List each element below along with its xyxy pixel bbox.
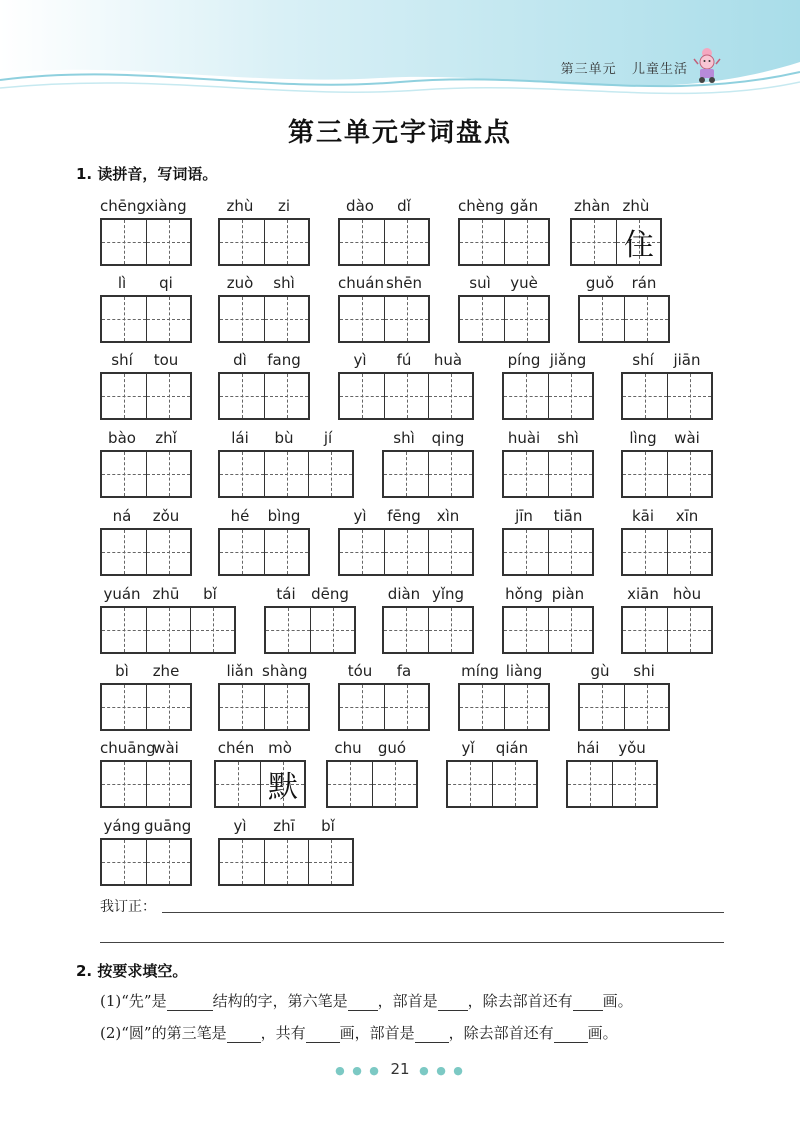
pinyin-syllable: ná xyxy=(112,507,132,525)
pinyin-syllable: jīn xyxy=(515,507,533,525)
character-box[interactable] xyxy=(146,374,190,418)
pinyin-syllable: lì xyxy=(117,274,127,292)
character-boxes xyxy=(578,683,670,731)
page-number: 21 xyxy=(390,1060,410,1078)
pinyin-syllable: jí xyxy=(323,429,333,447)
character-box[interactable] xyxy=(428,452,472,496)
header-unit: 第三单元 xyxy=(560,62,617,77)
character-boxes xyxy=(214,760,306,808)
character-box[interactable] xyxy=(220,220,264,264)
character-box[interactable] xyxy=(448,762,492,806)
character-boxes xyxy=(218,838,354,886)
pinyin-syllable: chuāng xyxy=(100,739,156,757)
character-boxes xyxy=(100,683,192,731)
pinyin-syllable: bǐ xyxy=(321,817,335,835)
character-box[interactable] xyxy=(548,608,592,652)
pinyin-syllable: yì xyxy=(353,507,367,525)
pinyin-syllable: shēn xyxy=(385,274,423,292)
character-box[interactable] xyxy=(146,685,190,729)
character-box[interactable] xyxy=(264,840,308,884)
character-box[interactable] xyxy=(190,608,234,652)
character-box[interactable] xyxy=(616,220,660,264)
character-boxes xyxy=(264,606,356,654)
character-box[interactable] xyxy=(460,297,504,341)
pinyin-syllable: yǐng xyxy=(431,585,465,603)
character-box[interactable] xyxy=(264,685,308,729)
mascot-icon xyxy=(690,44,724,84)
character-box[interactable] xyxy=(568,762,612,806)
character-boxes xyxy=(218,683,310,731)
character-boxes xyxy=(218,372,310,420)
character-box[interactable] xyxy=(623,608,667,652)
pinyin-syllable: guó xyxy=(377,739,407,757)
character-box[interactable] xyxy=(102,685,146,729)
pinyin-syllable: qián xyxy=(495,739,529,757)
pinyin-syllable: suì xyxy=(469,274,491,292)
character-box[interactable] xyxy=(428,608,472,652)
q1-text-5: 画。 xyxy=(602,992,633,1010)
character-box[interactable] xyxy=(264,220,308,264)
q2-blank-radical[interactable] xyxy=(415,1026,449,1043)
character-box[interactable] xyxy=(146,762,190,806)
character-box[interactable] xyxy=(428,374,472,418)
page-footer xyxy=(0,1060,800,1078)
character-box[interactable] xyxy=(340,685,384,729)
q2-text-5: 画。 xyxy=(587,1024,618,1042)
character-box[interactable] xyxy=(504,374,548,418)
q2-blank-total[interactable] xyxy=(306,1026,340,1043)
character-boxes xyxy=(326,760,418,808)
question-2 xyxy=(100,1022,618,1043)
character-box[interactable] xyxy=(260,762,304,806)
pinyin-syllable: zǒu xyxy=(152,507,180,525)
q2-text-3: 画，部首是 xyxy=(339,1024,415,1042)
pinyin-syllable: zhe xyxy=(152,662,180,680)
character-box[interactable] xyxy=(384,297,428,341)
pinyin-syllable: yì xyxy=(233,817,247,835)
page-title: 第三单元字词盘点 xyxy=(287,118,512,148)
character-boxes xyxy=(458,218,550,266)
character-box[interactable] xyxy=(667,608,711,652)
character-boxes xyxy=(621,450,713,498)
pinyin-syllable: fang xyxy=(267,351,301,369)
character-box[interactable] xyxy=(548,530,592,574)
character-box[interactable] xyxy=(624,685,668,729)
q2-blank-stroke[interactable] xyxy=(227,1026,261,1043)
pinyin-syllable: xìn xyxy=(436,507,460,525)
correction-line-2[interactable] xyxy=(100,942,724,943)
pinyin-syllable: míng xyxy=(461,662,499,680)
character-box[interactable] xyxy=(428,530,472,574)
character-box[interactable] xyxy=(340,374,384,418)
pinyin-syllable: gǎn xyxy=(509,197,539,215)
character-box[interactable] xyxy=(220,297,264,341)
character-box[interactable] xyxy=(492,762,536,806)
character-box[interactable] xyxy=(340,297,384,341)
character-box[interactable] xyxy=(102,297,146,341)
pinyin-syllable: hái xyxy=(576,739,600,757)
character-boxes xyxy=(502,372,594,420)
pinyin-syllable: lìng xyxy=(629,429,657,447)
pinyin-syllable: wài xyxy=(674,429,700,447)
character-boxes xyxy=(458,295,550,343)
pinyin-syllable: shì xyxy=(557,429,579,447)
character-box[interactable] xyxy=(220,374,264,418)
q1-blank-remaining[interactable] xyxy=(573,994,603,1011)
character-box[interactable] xyxy=(340,220,384,264)
prefilled-character: 住 xyxy=(624,228,654,263)
character-box[interactable] xyxy=(264,452,308,496)
pinyin-syllable: diàn xyxy=(387,585,421,603)
character-boxes xyxy=(502,606,594,654)
pinyin-syllable: xīn xyxy=(675,507,699,525)
character-box[interactable] xyxy=(266,608,310,652)
character-box[interactable] xyxy=(624,297,668,341)
character-box[interactable] xyxy=(460,220,504,264)
pinyin-syllable: bìng xyxy=(267,507,301,525)
pinyin-syllable: liǎn xyxy=(226,662,254,680)
character-box[interactable] xyxy=(220,530,264,574)
character-boxes xyxy=(218,450,354,498)
character-boxes xyxy=(100,606,236,654)
q1-text-3: ，部首是 xyxy=(377,992,438,1010)
character-boxes xyxy=(338,683,430,731)
character-boxes xyxy=(458,683,550,731)
character-box[interactable] xyxy=(580,685,624,729)
character-boxes xyxy=(621,606,713,654)
character-boxes xyxy=(338,528,474,576)
character-boxes xyxy=(570,218,662,266)
pinyin-syllable: yuè xyxy=(510,274,538,292)
pinyin-syllable: dào xyxy=(346,197,374,215)
pinyin-syllable: zhǐ xyxy=(155,429,177,447)
pinyin-syllable: yáng xyxy=(103,817,141,835)
pinyin-syllable: yuán xyxy=(103,585,141,603)
character-boxes xyxy=(502,528,594,576)
q2-text-4: ，除去部首还有 xyxy=(448,1024,554,1042)
character-boxes xyxy=(338,218,430,266)
pinyin-syllable: shí xyxy=(632,351,654,369)
character-boxes xyxy=(621,372,713,420)
pinyin-syllable: yì xyxy=(353,351,367,369)
pinyin-syllable: yǒu xyxy=(618,739,646,757)
pinyin-syllable: fēng xyxy=(387,507,421,525)
character-boxes xyxy=(100,760,192,808)
pinyin-syllable: zhàn xyxy=(573,197,611,215)
character-box[interactable] xyxy=(384,220,428,264)
character-boxes xyxy=(100,295,192,343)
character-box[interactable] xyxy=(612,762,656,806)
pinyin-syllable: bào xyxy=(108,429,136,447)
character-box[interactable] xyxy=(504,297,548,341)
pinyin-syllable: dì xyxy=(233,351,247,369)
character-boxes xyxy=(100,528,192,576)
pinyin-syllable: rán xyxy=(631,274,657,292)
pinyin-syllable: xiàng xyxy=(145,197,187,215)
character-box[interactable] xyxy=(504,685,548,729)
character-boxes xyxy=(218,218,310,266)
pinyin-syllable: shì xyxy=(393,429,415,447)
pinyin-syllable: fa xyxy=(396,662,412,680)
character-box[interactable] xyxy=(102,762,146,806)
character-box[interactable] xyxy=(460,685,504,729)
pinyin-syllable: mò xyxy=(268,739,292,757)
character-box[interactable] xyxy=(216,762,260,806)
footer-dots-left: ● ● ● xyxy=(335,1064,381,1077)
character-boxes xyxy=(100,838,192,886)
pinyin-syllable: chuán xyxy=(338,274,384,292)
character-box[interactable] xyxy=(102,452,146,496)
character-box[interactable] xyxy=(310,608,354,652)
character-box[interactable] xyxy=(264,297,308,341)
pinyin-syllable: yǐ xyxy=(461,739,475,757)
character-box[interactable] xyxy=(146,840,190,884)
character-box[interactable] xyxy=(384,685,428,729)
character-box[interactable] xyxy=(146,220,190,264)
character-box[interactable] xyxy=(548,452,592,496)
pinyin-syllable: gù xyxy=(590,662,610,680)
character-box[interactable] xyxy=(328,762,372,806)
pinyin-syllable: qi xyxy=(159,274,173,292)
character-box[interactable] xyxy=(504,452,548,496)
character-box[interactable] xyxy=(548,374,592,418)
pinyin-syllable: xiān xyxy=(627,585,659,603)
character-box[interactable] xyxy=(264,530,308,574)
character-box[interactable] xyxy=(220,452,264,496)
pinyin-syllable: shì xyxy=(273,274,295,292)
pinyin-syllable: piàn xyxy=(551,585,585,603)
character-boxes xyxy=(446,760,538,808)
character-box[interactable] xyxy=(264,374,308,418)
pinyin-syllable: zhù xyxy=(226,197,254,215)
character-boxes xyxy=(502,450,594,498)
q1-text-4: ，除去部首还有 xyxy=(467,992,573,1010)
character-boxes xyxy=(100,372,192,420)
footer-dots-right: ● ● ● xyxy=(419,1064,465,1077)
character-box[interactable] xyxy=(102,530,146,574)
pinyin-syllable: zhū xyxy=(152,585,180,603)
header-theme: 儿童生活 xyxy=(631,62,688,77)
character-box[interactable] xyxy=(384,530,428,574)
character-box[interactable] xyxy=(220,685,264,729)
pinyin-syllable: hé xyxy=(230,507,250,525)
pinyin-syllable: bǐ xyxy=(203,585,217,603)
pinyin-syllable: liàng xyxy=(505,662,543,680)
pinyin-syllable: chēng xyxy=(100,197,147,215)
q1-blank-radical[interactable] xyxy=(438,994,468,1011)
character-box[interactable] xyxy=(102,220,146,264)
character-box[interactable] xyxy=(146,530,190,574)
pinyin-syllable: kāi xyxy=(631,507,655,525)
character-box[interactable] xyxy=(623,374,667,418)
pinyin-syllable: hǒng xyxy=(505,585,543,603)
character-box[interactable] xyxy=(102,608,146,652)
character-boxes xyxy=(621,528,713,576)
correction-label: 我订正： xyxy=(100,899,156,915)
pinyin-syllable: zuò xyxy=(226,274,254,292)
pinyin-syllable: zhù xyxy=(622,197,650,215)
character-box[interactable] xyxy=(667,374,711,418)
character-box[interactable] xyxy=(504,608,548,652)
q1-text-1: (1)“先”是 xyxy=(100,992,167,1010)
character-box[interactable] xyxy=(667,452,711,496)
prefilled-character: 默 xyxy=(268,770,298,805)
pinyin-syllable: wài xyxy=(153,739,179,757)
character-box[interactable] xyxy=(623,452,667,496)
character-box[interactable] xyxy=(504,220,548,264)
pinyin-syllable: dǐ xyxy=(397,197,411,215)
character-box[interactable] xyxy=(102,840,146,884)
question-1 xyxy=(100,990,633,1011)
character-box[interactable] xyxy=(146,452,190,496)
pinyin-syllable: lái xyxy=(231,429,249,447)
character-box[interactable] xyxy=(623,530,667,574)
pinyin-syllable: píng xyxy=(507,351,541,369)
character-boxes xyxy=(382,606,474,654)
pinyin-syllable: huài xyxy=(507,429,541,447)
pinyin-syllable: tái xyxy=(276,585,296,603)
q1-blank-stroke[interactable] xyxy=(348,994,378,1011)
pinyin-syllable: dēng xyxy=(311,585,349,603)
q2-blank-remaining[interactable] xyxy=(554,1026,588,1043)
header-unit-label xyxy=(561,58,688,77)
character-box[interactable] xyxy=(667,530,711,574)
pinyin-syllable: jiǎng xyxy=(549,351,587,369)
pinyin-syllable: shí xyxy=(111,351,133,369)
character-box[interactable] xyxy=(220,840,264,884)
character-box[interactable] xyxy=(504,530,548,574)
pinyin-syllable: hòu xyxy=(672,585,702,603)
character-boxes xyxy=(100,450,192,498)
pinyin-syllable: zi xyxy=(277,197,291,215)
pinyin-syllable: huà xyxy=(433,351,463,369)
character-boxes xyxy=(578,295,670,343)
pinyin-syllable: bù xyxy=(274,429,294,447)
pinyin-syllable: bì xyxy=(115,662,129,680)
character-box[interactable] xyxy=(146,608,190,652)
character-box[interactable] xyxy=(102,374,146,418)
pinyin-syllable: zhī xyxy=(273,817,295,835)
pinyin-syllable: guǒ xyxy=(585,274,615,292)
character-boxes xyxy=(382,450,474,498)
character-box[interactable] xyxy=(384,374,428,418)
correction-line-1[interactable] xyxy=(162,912,724,913)
character-boxes xyxy=(566,760,658,808)
pinyin-syllable: guāng xyxy=(144,817,192,835)
pinyin-syllable: fú xyxy=(396,351,412,369)
character-box[interactable] xyxy=(308,840,352,884)
character-boxes xyxy=(218,295,310,343)
pinyin-syllable: shàng xyxy=(262,662,308,680)
header-wave-band xyxy=(0,0,800,100)
pinyin-syllable: shi xyxy=(633,662,655,680)
character-boxes xyxy=(338,295,430,343)
character-box[interactable] xyxy=(340,530,384,574)
pinyin-syllable: jiān xyxy=(673,351,701,369)
pinyin-syllable: tóu xyxy=(347,662,373,680)
pinyin-syllable: chèng xyxy=(458,197,505,215)
q2-text-2: ，共有 xyxy=(260,1024,306,1042)
character-boxes xyxy=(338,372,474,420)
q1-blank-structure[interactable] xyxy=(167,994,213,1011)
character-box[interactable] xyxy=(308,452,352,496)
section2-title: 2. 按要求填空。 xyxy=(76,962,188,980)
character-box[interactable] xyxy=(384,608,428,652)
character-box[interactable] xyxy=(580,297,624,341)
pinyin-syllable: chu xyxy=(334,739,362,757)
pinyin-syllable: tou xyxy=(153,351,179,369)
pinyin-syllable: qing xyxy=(431,429,465,447)
section1-title: 1. 读拼音，写词语。 xyxy=(76,165,218,183)
character-boxes xyxy=(100,218,192,266)
character-box[interactable] xyxy=(572,220,616,264)
character-boxes xyxy=(218,528,310,576)
character-box[interactable] xyxy=(372,762,416,806)
pinyin-syllable: chén xyxy=(217,739,255,757)
q2-text-1: (2)“圆”的第三笔是 xyxy=(100,1024,227,1042)
character-box[interactable] xyxy=(146,297,190,341)
character-box[interactable] xyxy=(384,452,428,496)
q1-text-2: 结构的字，第六笔是 xyxy=(212,992,348,1010)
pinyin-syllable: tiān xyxy=(553,507,583,525)
